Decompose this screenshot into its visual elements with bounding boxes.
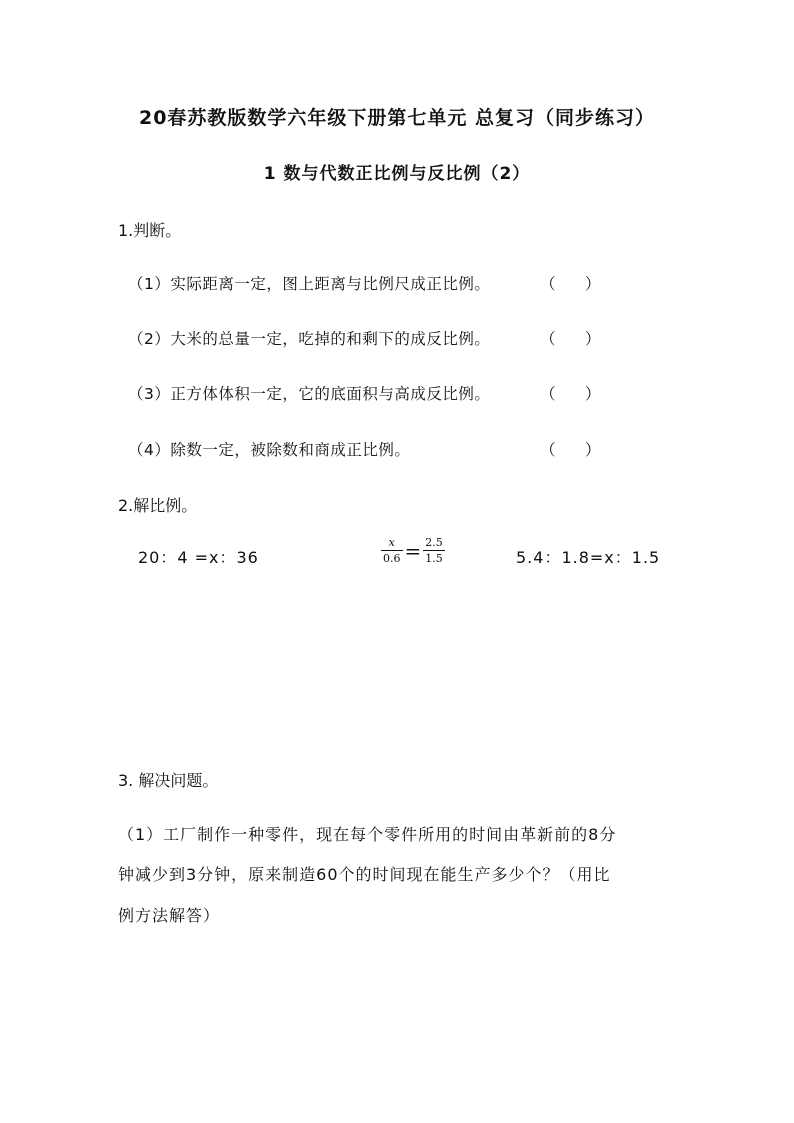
- judge-answer-blank-1[interactable]: （ ）: [540, 275, 601, 293]
- proportion-equation-3: 5.4：1.8=x：1.5: [516, 548, 661, 567]
- judge-item-1: （1）实际距离一定，图上距离与比例尺成正比例。: [128, 275, 491, 293]
- judge-answer-blank-2[interactable]: （ ）: [540, 330, 601, 348]
- judge-answer-blank-4[interactable]: （ ）: [540, 441, 601, 459]
- page-title: 20春苏教版数学六年级下册第七单元 总复习（同步练习）: [138, 107, 656, 129]
- problem-text-line-1: （1）工厂制作一种零件，现在每个零件所用的时间由革新前的8分: [118, 825, 617, 844]
- section-solve-heading: 2.解比例。: [118, 496, 198, 515]
- judge-item-3: （3）正方体体积一定，它的底面积与高成反比例。: [128, 385, 491, 403]
- fraction-right-denominator: 1.5: [425, 552, 443, 565]
- fraction-left: [381, 536, 403, 565]
- fraction-right: [423, 536, 445, 565]
- problem-text-line-2: 钟减少到3分钟，原来制造60个的时间现在能生产多少个？（用比: [118, 865, 611, 884]
- judge-answer-blank-3[interactable]: （ ）: [540, 385, 601, 403]
- proportion-equation-1: 20：4 =x：36: [138, 548, 259, 567]
- fraction-left-numerator: x: [388, 536, 395, 549]
- fraction-bar: [423, 550, 445, 551]
- fraction-left-denominator: 0.6: [383, 552, 401, 565]
- fraction-right-numerator: 2.5: [425, 536, 443, 549]
- fraction-bar: [381, 550, 403, 551]
- section-judge-heading: 1.判断。: [118, 221, 182, 240]
- equals-sign: =: [404, 538, 422, 563]
- judge-item-2: （2）大米的总量一定，吃掉的和剩下的成反比例。: [128, 330, 491, 348]
- section-problem-heading: 3. 解决问题。: [118, 771, 219, 790]
- page-subtitle: 1 数与代数正比例与反比例（2）: [263, 164, 531, 184]
- proportion-equation-2: [381, 536, 445, 565]
- problem-text-line-3: 例方法解答）: [118, 906, 221, 925]
- judge-item-4: （4）除数一定，被除数和商成正比例。: [128, 441, 411, 459]
